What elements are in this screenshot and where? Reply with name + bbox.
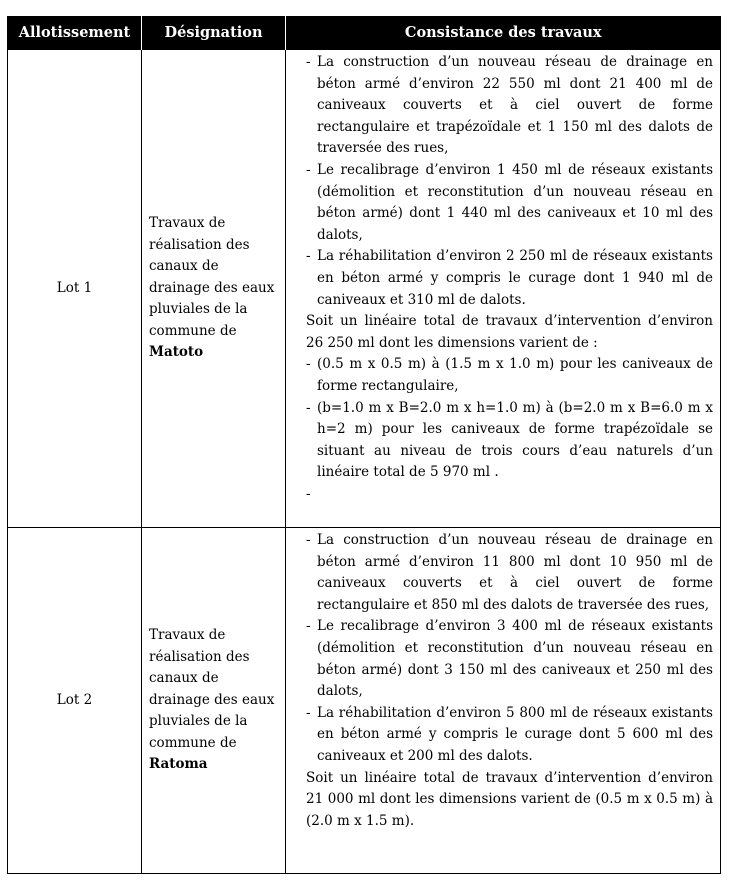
list-item: - (0.5 m x 0.5 m) à (1.5 m x 1.0 m) pour les caniveaux de forme rectangulaire,: [306, 354, 713, 397]
list-item: - La réhabilitation d’environ 2 250 ml de réseaux existants en béton armé y compris le curage dont 1 940 ml de caniveaux et 310 ml de dalots.: [306, 246, 713, 311]
header-allotissement: Allotissement: [8, 16, 142, 50]
trailing-dash: -: [306, 485, 311, 502]
table-header: [8, 16, 721, 50]
commune-name: Matoto: [149, 344, 204, 361]
designation-cell: [142, 528, 286, 874]
table-row: [8, 50, 721, 528]
works-list: [306, 52, 713, 311]
summary-text: Soit un linéaire total de travaux d’intervention d’environ 21 000 ml dont les dimensions varient de (0.5 m x 0.5 m) à (2.0 m x 1.5 m).: [306, 769, 713, 829]
list-item: - La construction d’un nouveau réseau de drainage en béton armé d’environ 11 800 ml dont 10 950 ml de caniveaux couverts et à ciel ouvert de forme rectangulaire et 850 ml des dalots de traversée des rues,: [306, 530, 713, 616]
works-list: [306, 530, 713, 768]
works-table: [7, 16, 721, 874]
summary-text: Soit un linéaire total de travaux d’intervention d’environ 26 250 ml dont les dimensions varient de :: [306, 313, 713, 351]
list-item: - Le recalibrage d’environ 1 450 ml de réseaux existants (démolition et reconstitution d’un nouveau réseau en béton armé) dont 1 440 ml des caniveaux et 10 ml des dalots,: [306, 160, 713, 246]
table-row: [8, 528, 721, 874]
lot-cell: Lot 2: [8, 528, 142, 874]
list-item: - La construction d’un nouveau réseau de drainage en béton armé d’environ 22 550 ml dont 21 400 ml de caniveaux couverts et à ciel ouvert de forme rectangulaire et trapézoïdale et 1 150 ml des dalots de traversée des rues,: [306, 52, 713, 160]
works-description-cell: [286, 528, 721, 874]
lot-cell: Lot 1: [8, 50, 142, 528]
designation-cell: [142, 50, 286, 528]
header-designation: Désignation: [142, 16, 286, 50]
list-item: - La réhabilitation d’environ 5 800 ml de réseaux existants en béton armé y compris le curage dont 5 600 ml des caniveaux et 200 ml des dalots.: [306, 703, 713, 768]
designation-text: Travaux de réalisation des canaux de drainage des eaux pluviales de la commune de: [149, 214, 275, 339]
header-consistance: Consistance des travaux: [286, 16, 721, 50]
designation-text: Travaux de réalisation des canaux de drainage des eaux pluviales de la commune de: [149, 626, 275, 751]
list-item: - (b=1.0 m x B=2.0 m x h=1.0 m) à (b=2.0 m x B=6.0 m x h=2 m) pour les caniveaux de forme trapézoïdale se situant au niveau de trois cours d’eau naturels d’un linéaire total de 5 970 ml .: [306, 398, 713, 484]
dimensions-list: [306, 354, 713, 484]
commune-name: Ratoma: [149, 756, 208, 773]
works-description-cell: [286, 50, 721, 528]
list-item: - Le recalibrage d’environ 3 400 ml de réseaux existants (démolition et reconstitution d’un nouveau réseau en béton armé) dont 3 150 ml des caniveaux et 250 ml des dalots,: [306, 616, 713, 702]
